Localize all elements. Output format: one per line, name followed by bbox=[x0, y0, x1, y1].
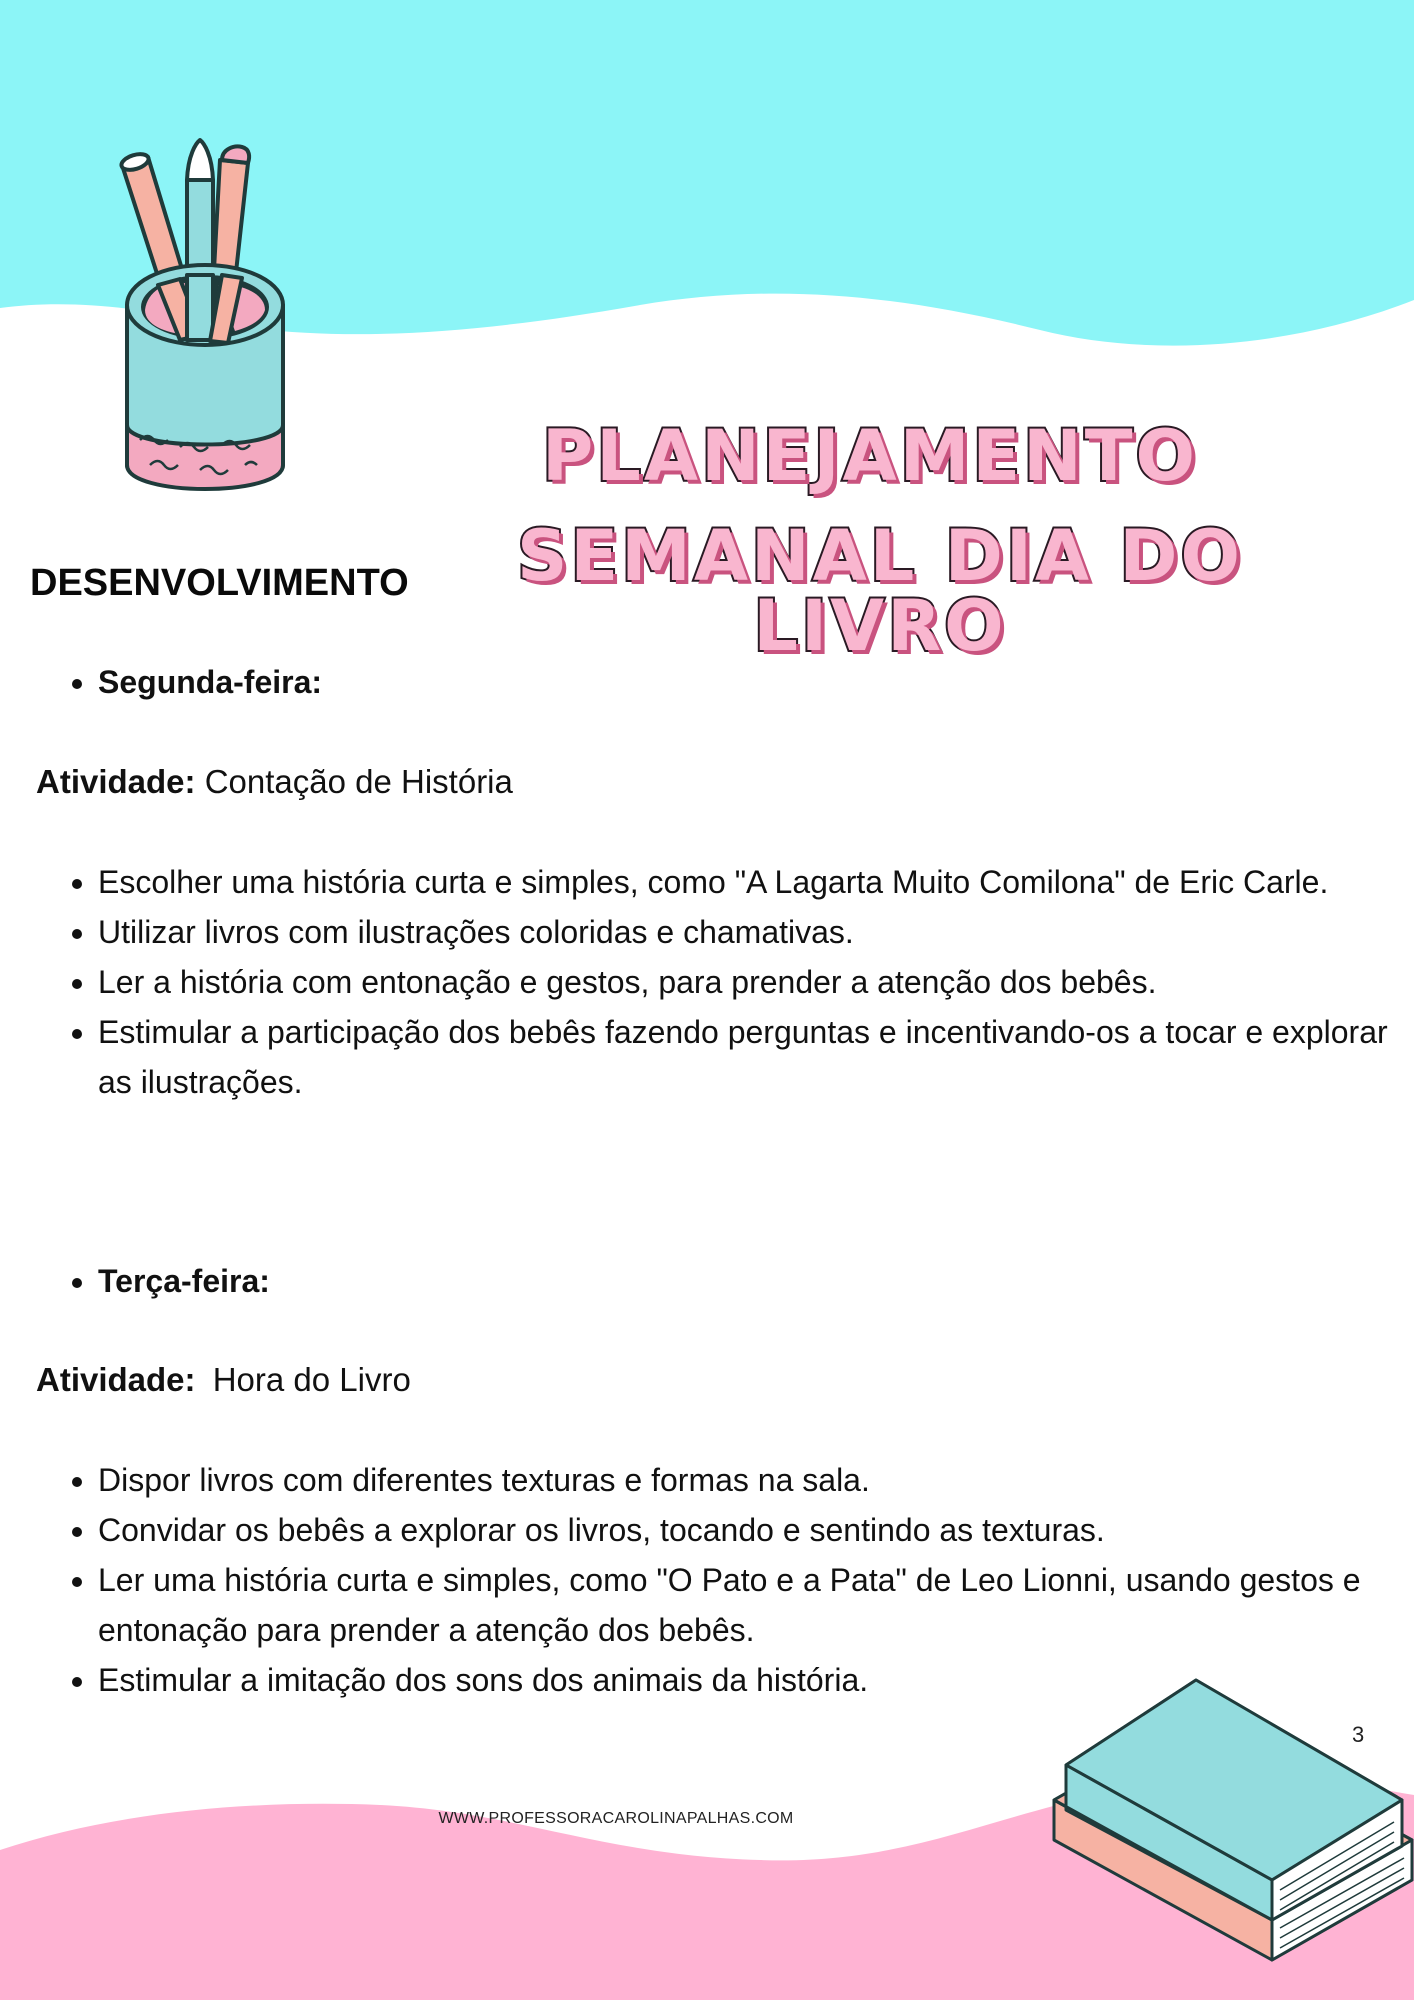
monday-activity-value: Contação de História bbox=[204, 763, 513, 800]
page-title-line-2: SEMANAL DIA DO LIVRO bbox=[516, 514, 1244, 667]
tuesday-day-list bbox=[56, 1256, 1414, 1306]
monday-steps-list bbox=[56, 857, 1414, 1107]
list-item: • Ler uma história curta e simples, como "O Pato e a Pata" de Leo Lionni, usando gestos e entonação para prender a atenção dos bebês. bbox=[98, 1555, 1414, 1655]
section-heading: DESENVOLVIMENTO bbox=[30, 562, 409, 604]
list-item: • Dispor livros com diferentes texturas e formas na sala. bbox=[98, 1455, 1414, 1505]
list-item: • Convidar os bebês a explorar os livros, tocando e sentindo as texturas. bbox=[98, 1505, 1414, 1555]
pencil-cup-illustration bbox=[110, 135, 300, 525]
tuesday-activity-value: Hora do Livro bbox=[212, 1361, 411, 1398]
list-item: • Ler a história com entonação e gestos, para prender a atenção dos bebês. bbox=[98, 957, 1414, 1007]
tuesday-steps-list bbox=[56, 1455, 1414, 1705]
tuesday-activity bbox=[36, 1355, 411, 1405]
list-item: • Escolher uma história curta e simples, como "A Lagarta Muito Comilona" de Eric Carle. bbox=[98, 857, 1414, 907]
monday-activity bbox=[36, 757, 513, 807]
tuesday-day-label: • Terça-feira: bbox=[98, 1256, 1414, 1306]
tuesday-activity-label: Atividade: bbox=[36, 1361, 196, 1398]
list-item: • Estimular a participação dos bebês fazendo perguntas e incentivando-os a tocar e explorar as ilustrações. bbox=[98, 1007, 1414, 1107]
monday-activity-label: Atividade: bbox=[36, 763, 196, 800]
footer-website: WWW.PROFESSORACAROLINAPALHAS.COM bbox=[438, 1810, 794, 1827]
list-item: • Utilizar livros com ilustrações coloridas e chamativas. bbox=[98, 907, 1414, 957]
page-title-line-1: PLANEJAMENTO bbox=[541, 414, 1199, 497]
monday-day-list bbox=[56, 657, 1414, 707]
monday-day-label: • Segunda-feira: bbox=[98, 657, 1414, 707]
page-number: 3 bbox=[1352, 1722, 1365, 1747]
list-item: • Estimular a imitação dos sons dos animais da história. bbox=[98, 1655, 1414, 1705]
